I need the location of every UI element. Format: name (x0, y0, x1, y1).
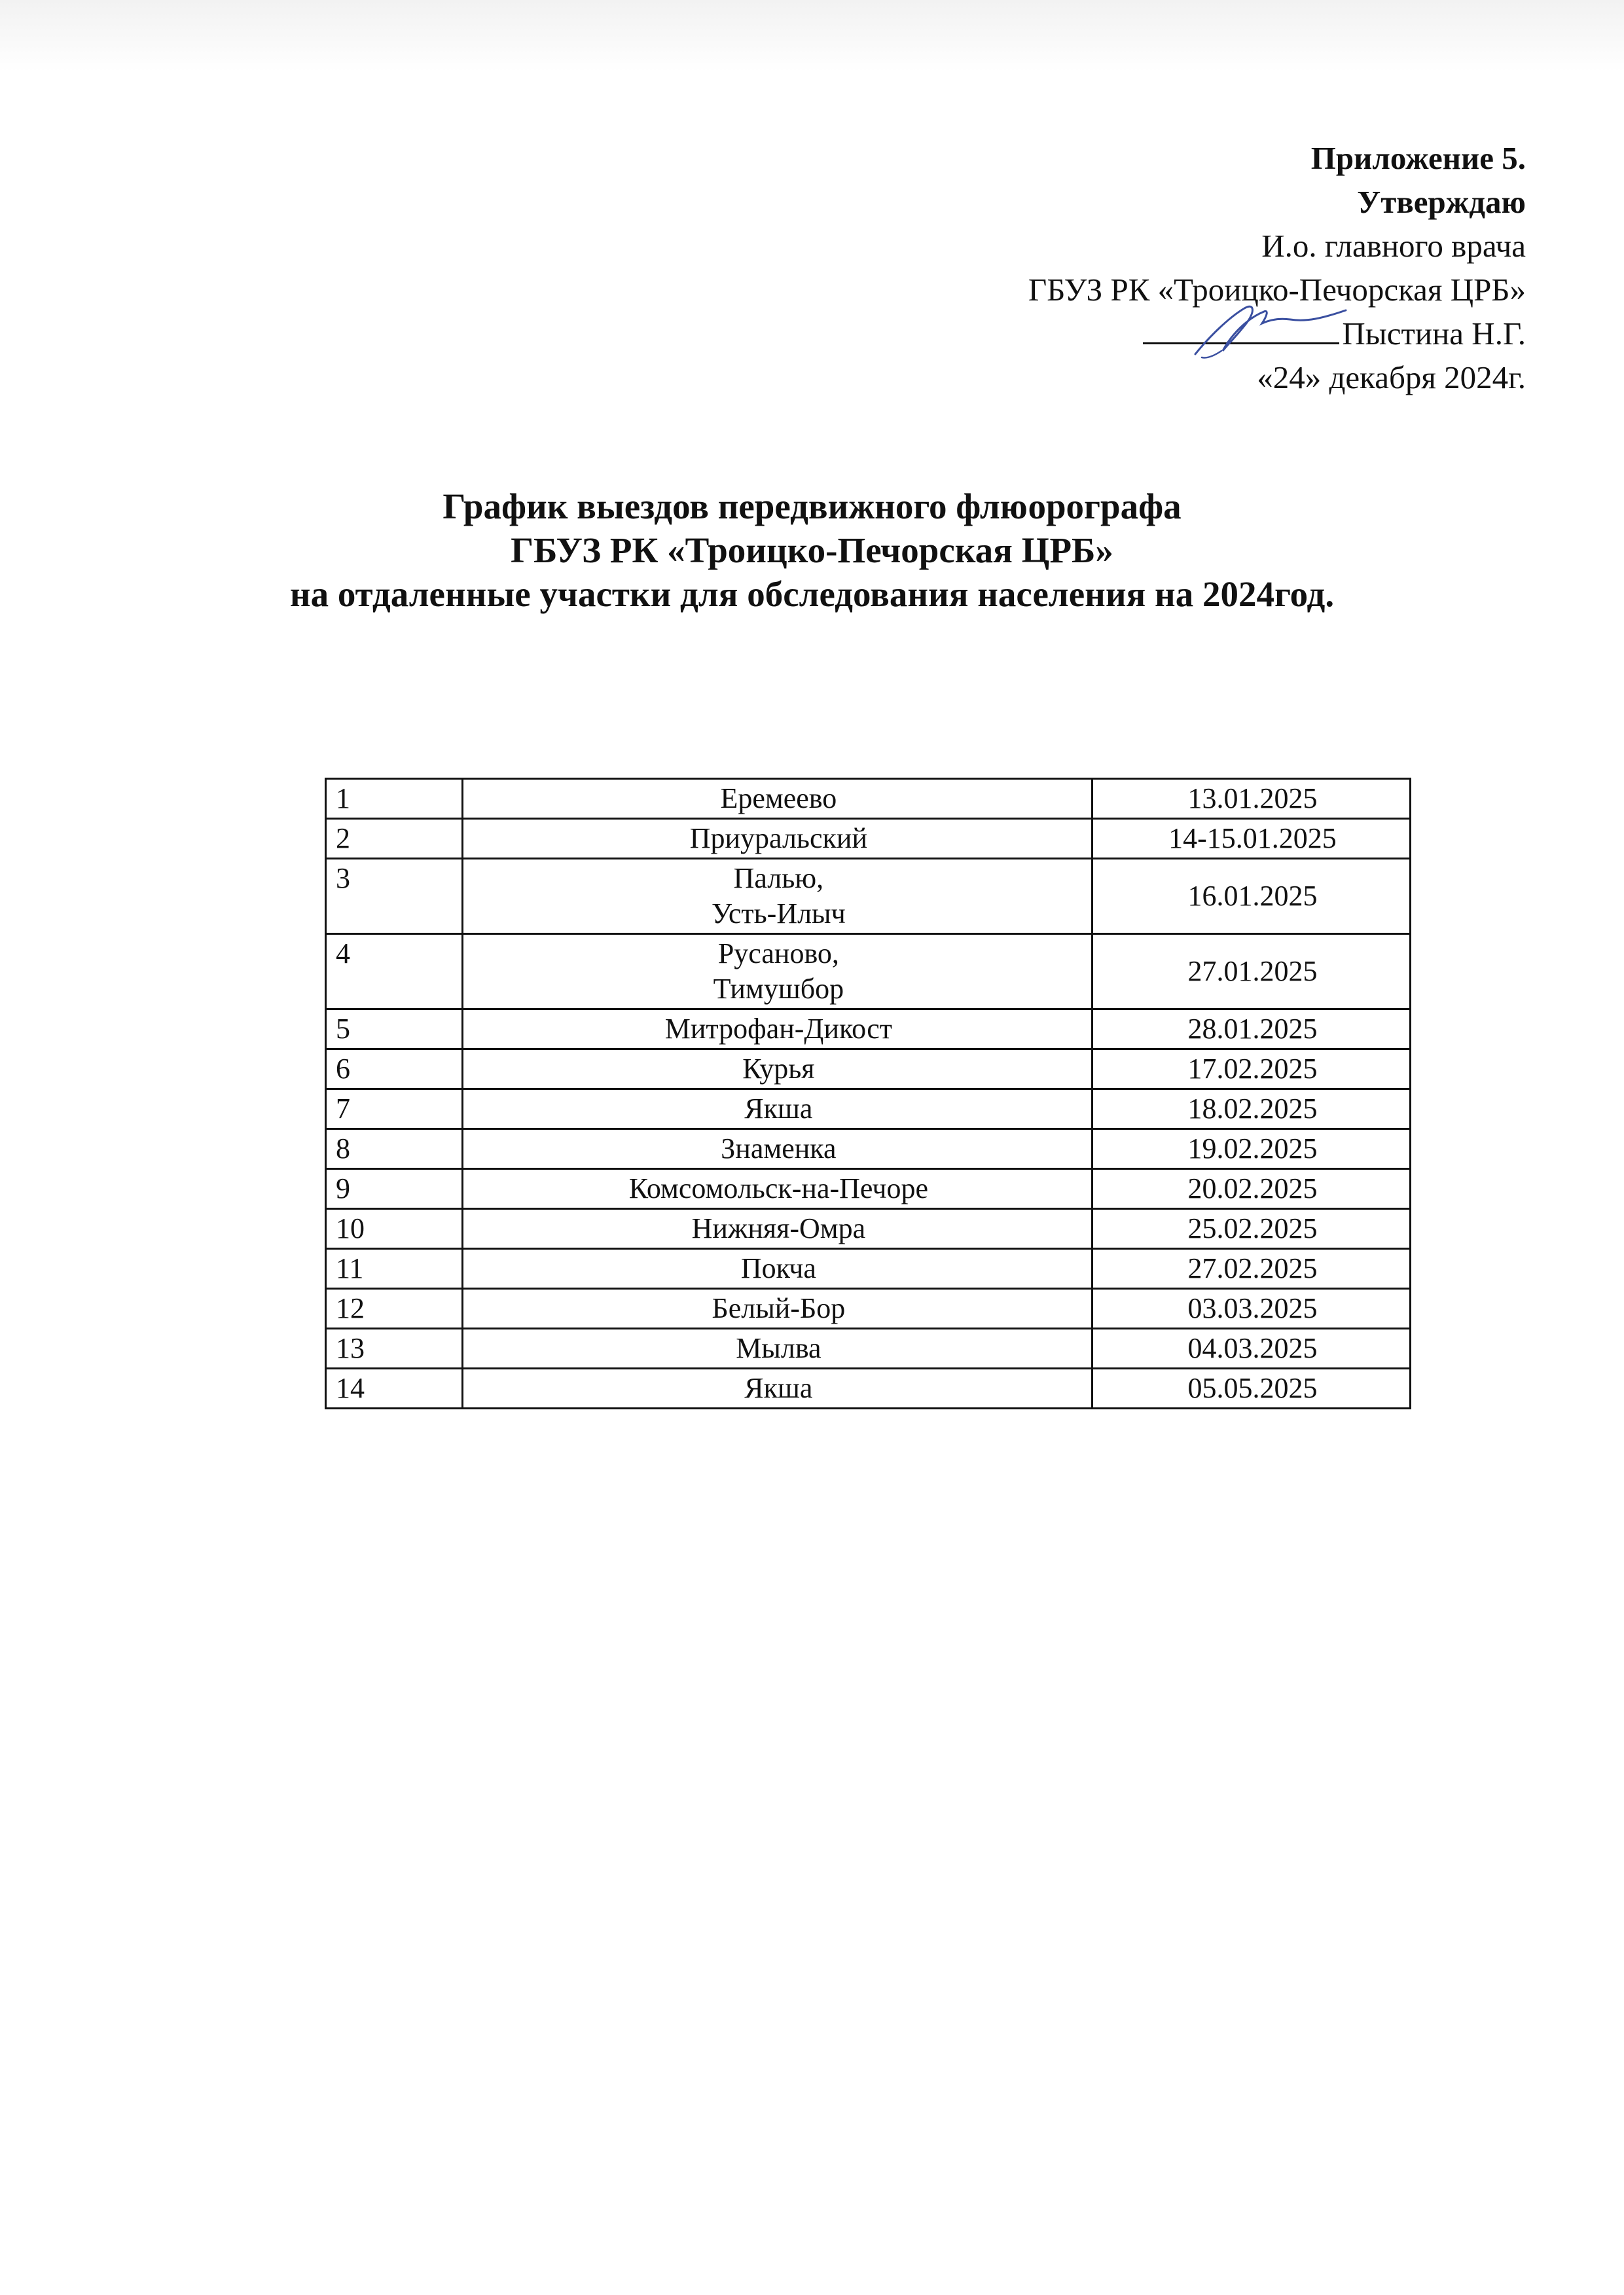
place-name: Русаново, (717, 937, 839, 969)
table-row (326, 1129, 1411, 1169)
row-number: 6 (326, 1049, 463, 1089)
place-name: Знаменка (721, 1132, 837, 1165)
row-date: 13.01.2025 (1092, 779, 1410, 819)
row-place (462, 779, 1092, 819)
row-place (462, 1209, 1092, 1249)
table-row (326, 1209, 1411, 1249)
row-place (462, 1329, 1092, 1369)
row-number: 4 (326, 934, 463, 1009)
title-line-2: ГБУЗ РК «Троицко-Печорская ЦРБ» (511, 530, 1113, 570)
table-row (326, 1329, 1411, 1369)
row-date: 18.02.2025 (1092, 1089, 1410, 1129)
approval-block (1028, 136, 1526, 399)
place-name: Тимушбор (713, 973, 844, 1005)
table-row (326, 779, 1411, 819)
row-date: 25.02.2025 (1092, 1209, 1410, 1249)
row-place (462, 819, 1092, 859)
row-place (462, 1289, 1092, 1329)
row-number: 10 (326, 1209, 463, 1249)
row-place (462, 1249, 1092, 1289)
place-name: Палью, (733, 862, 824, 894)
place-name: Митрофан-Дикост (664, 1013, 892, 1045)
row-date: 20.02.2025 (1092, 1169, 1410, 1209)
row-number: 14 (326, 1369, 463, 1409)
approver-position: И.о. главного врача (1261, 228, 1526, 264)
signatory-name: Пыстина Н.Г. (1342, 316, 1526, 352)
row-place (462, 1089, 1092, 1129)
place-name: Якша (744, 1372, 813, 1404)
row-date: 27.02.2025 (1092, 1249, 1410, 1289)
row-place (462, 1129, 1092, 1169)
organization-name: ГБУЗ РК «Троицко-Печорская ЦРБ» (1028, 272, 1526, 308)
row-date: 27.01.2025 (1092, 934, 1410, 1009)
table-row (326, 1289, 1411, 1329)
row-number: 3 (326, 859, 463, 934)
place-name: Нижняя-Омра (691, 1212, 866, 1244)
schedule-table (325, 778, 1411, 1409)
row-place (462, 1009, 1092, 1049)
row-place (462, 1369, 1092, 1409)
title-line-3: на отдаленные участки для обследования населения на 2024год. (289, 574, 1335, 614)
row-date: 17.02.2025 (1092, 1049, 1410, 1089)
scan-edge-shadow (0, 0, 1624, 72)
table-row (326, 934, 1411, 1009)
table-row (326, 819, 1411, 859)
place-name: Приуральский (689, 822, 867, 854)
place-name: Усть-Илыч (711, 897, 846, 930)
table-row (326, 1369, 1411, 1409)
table-row (326, 859, 1411, 934)
row-place (462, 1049, 1092, 1089)
signature-line (1143, 312, 1526, 355)
row-number: 8 (326, 1129, 463, 1169)
title-line-1: График выездов передвижного флюорографа (442, 486, 1182, 526)
place-name: Якша (744, 1093, 813, 1125)
schedule-table-body (326, 779, 1411, 1409)
row-number: 11 (326, 1249, 463, 1289)
row-date: 04.03.2025 (1092, 1329, 1410, 1369)
row-number: 2 (326, 819, 463, 859)
place-name: Еремеево (720, 782, 837, 814)
row-date: 19.02.2025 (1092, 1129, 1410, 1169)
table-row (326, 1049, 1411, 1089)
table-row (326, 1009, 1411, 1049)
document-title (0, 484, 1624, 616)
table-row (326, 1249, 1411, 1289)
row-date: 16.01.2025 (1092, 859, 1410, 934)
row-place (462, 934, 1092, 1009)
approve-label: Утверждаю (1357, 184, 1526, 220)
row-number: 12 (326, 1289, 463, 1329)
place-name: Курья (742, 1053, 815, 1085)
place-name: Комсомольск-на-Печоре (628, 1172, 929, 1204)
row-place (462, 859, 1092, 934)
row-number: 7 (326, 1089, 463, 1129)
appendix-label: Приложение 5. (1310, 140, 1526, 176)
table-row (326, 1169, 1411, 1209)
row-date: 03.03.2025 (1092, 1289, 1410, 1329)
row-date: 28.01.2025 (1092, 1009, 1410, 1049)
place-name: Покча (740, 1252, 816, 1284)
table-row (326, 1089, 1411, 1129)
approval-date: «24» декабря 2024г. (1257, 359, 1526, 395)
place-name: Мылва (736, 1332, 821, 1364)
place-name: Белый-Бор (712, 1292, 846, 1324)
row-number: 9 (326, 1169, 463, 1209)
row-number: 5 (326, 1009, 463, 1049)
handwritten-signature (1182, 272, 1352, 370)
row-date: 14-15.01.2025 (1092, 819, 1410, 859)
row-number: 1 (326, 779, 463, 819)
row-date: 05.05.2025 (1092, 1369, 1410, 1409)
row-number: 13 (326, 1329, 463, 1369)
row-place (462, 1169, 1092, 1209)
